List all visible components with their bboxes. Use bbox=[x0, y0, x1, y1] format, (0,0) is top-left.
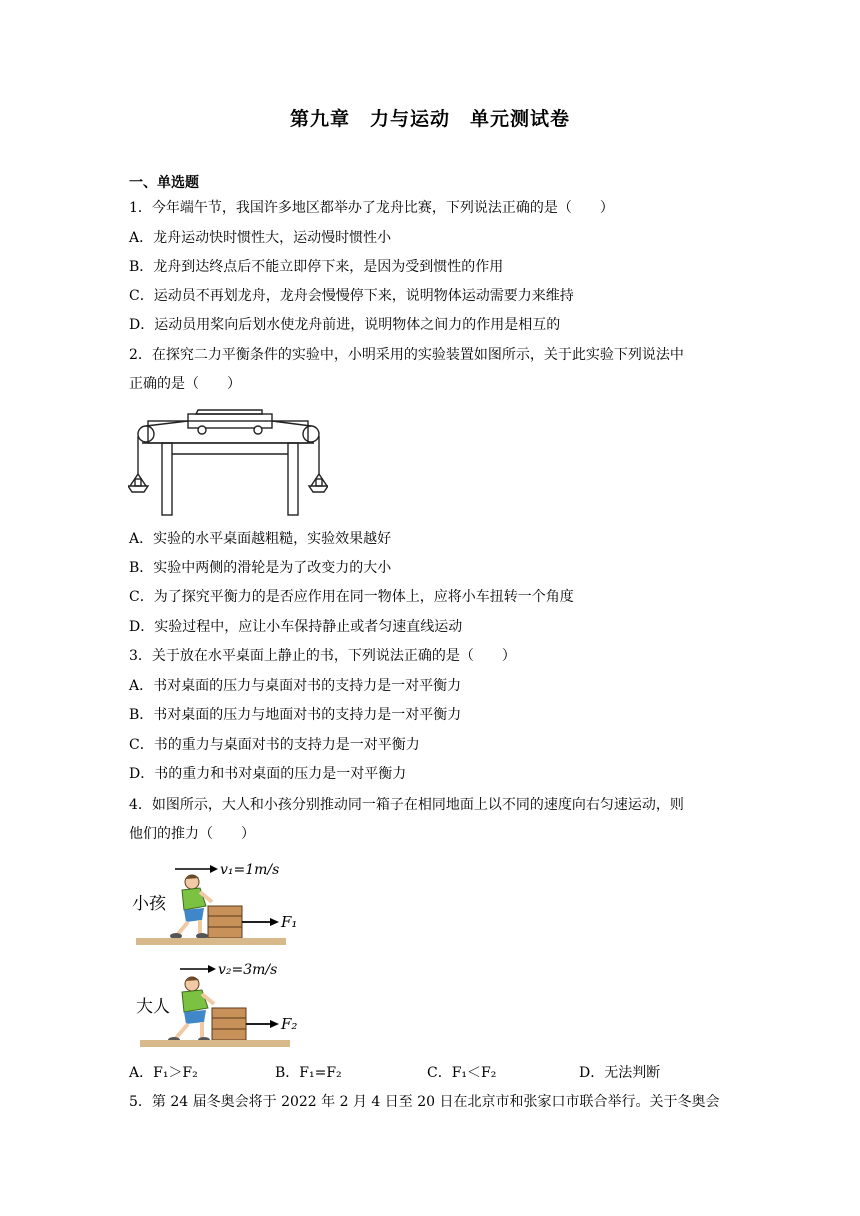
adult-label: 大人 bbox=[136, 997, 170, 1017]
question-2-option-b: B．实验中两侧的滑轮是为了改变力的大小 bbox=[129, 560, 392, 576]
question-1-option-b: B．龙舟到达终点后不能立即停下来，是因为受到惯性的作用 bbox=[129, 259, 504, 275]
push-box-figure bbox=[130, 854, 305, 1049]
question-4-option-c: C．F₁＜F₂ bbox=[427, 1065, 497, 1081]
question-3-option-d: D．书的重力和书对桌面的压力是一对平衡力 bbox=[129, 766, 407, 782]
adult-scene bbox=[136, 962, 297, 1047]
question-2-option-d: D．实验过程中，应让小车保持静止或者匀速直线运动 bbox=[129, 619, 463, 635]
f1-label: F₁ bbox=[281, 913, 298, 931]
question-1-stem: 1．今年端午节，我国许多地区都举办了龙舟比赛，下列说法正确的是（ ） bbox=[129, 200, 614, 216]
question-2-stem-line-1: 2．在探究二力平衡条件的实验中，小明采用的实验装置如图所示，关于此实验下列说法中 bbox=[129, 347, 684, 363]
question-2-stem-line-2: 正确的是（ ） bbox=[129, 376, 241, 392]
question-3-stem: 3．关于放在水平桌面上静止的书，下列说法正确的是（ ） bbox=[129, 648, 516, 664]
question-1-option-d: D．运动员用桨向后划水使龙舟前进，说明物体之间力的作用是相互的 bbox=[129, 317, 561, 333]
child-label: 小孩 bbox=[132, 894, 166, 914]
v1-label: v₁=1m/s bbox=[220, 862, 280, 878]
page-title: 第九章 力与运动 单元测试卷 bbox=[289, 108, 570, 130]
v2-label: v₂=3m/s bbox=[218, 962, 278, 978]
question-3-option-a: A．书对桌面的压力与桌面对书的支持力是一对平衡力 bbox=[129, 678, 462, 694]
question-4-stem-line-2: 他们的推力（ ） bbox=[129, 826, 255, 842]
question-3-option-c: C．书的重力与桌面对书的支持力是一对平衡力 bbox=[129, 737, 420, 753]
balance-apparatus-figure bbox=[128, 404, 328, 522]
f2-label: F₂ bbox=[281, 1015, 298, 1033]
section-heading: 一、单选题 bbox=[129, 175, 199, 191]
question-4-option-b: B．F₁=F₂ bbox=[275, 1065, 342, 1081]
question-2-option-a: A．实验的水平桌面越粗糙，实验效果越好 bbox=[129, 531, 392, 547]
question-1-option-c: C．运动员不再划龙舟，龙舟会慢慢停下来，说明物体运动需要力来维持 bbox=[129, 288, 574, 304]
question-4-option-d: D．无法判断 bbox=[579, 1065, 661, 1081]
question-1-option-a: A．龙舟运动快时惯性大，运动慢时惯性小 bbox=[129, 230, 392, 246]
question-3-option-b: B．书对桌面的压力与地面对书的支持力是一对平衡力 bbox=[129, 707, 462, 723]
question-5-stem: 5．第 24 届冬奥会将于 2022 年 2 月 4 日至 20 日在北京市和张家口市联合举行。关于冬奥会 bbox=[129, 1094, 720, 1110]
question-4-option-a: A．F₁＞F₂ bbox=[129, 1065, 198, 1081]
child-scene bbox=[132, 862, 297, 945]
question-2-option-c: C．为了探究平衡力的是否应作用在同一物体上，应将小车扭转一个角度 bbox=[129, 589, 574, 605]
question-4-stem-line-1: 4．如图所示，大人和小孩分别推动同一箱子在相同地面上以不同的速度向右匀速运动，则 bbox=[129, 797, 684, 813]
